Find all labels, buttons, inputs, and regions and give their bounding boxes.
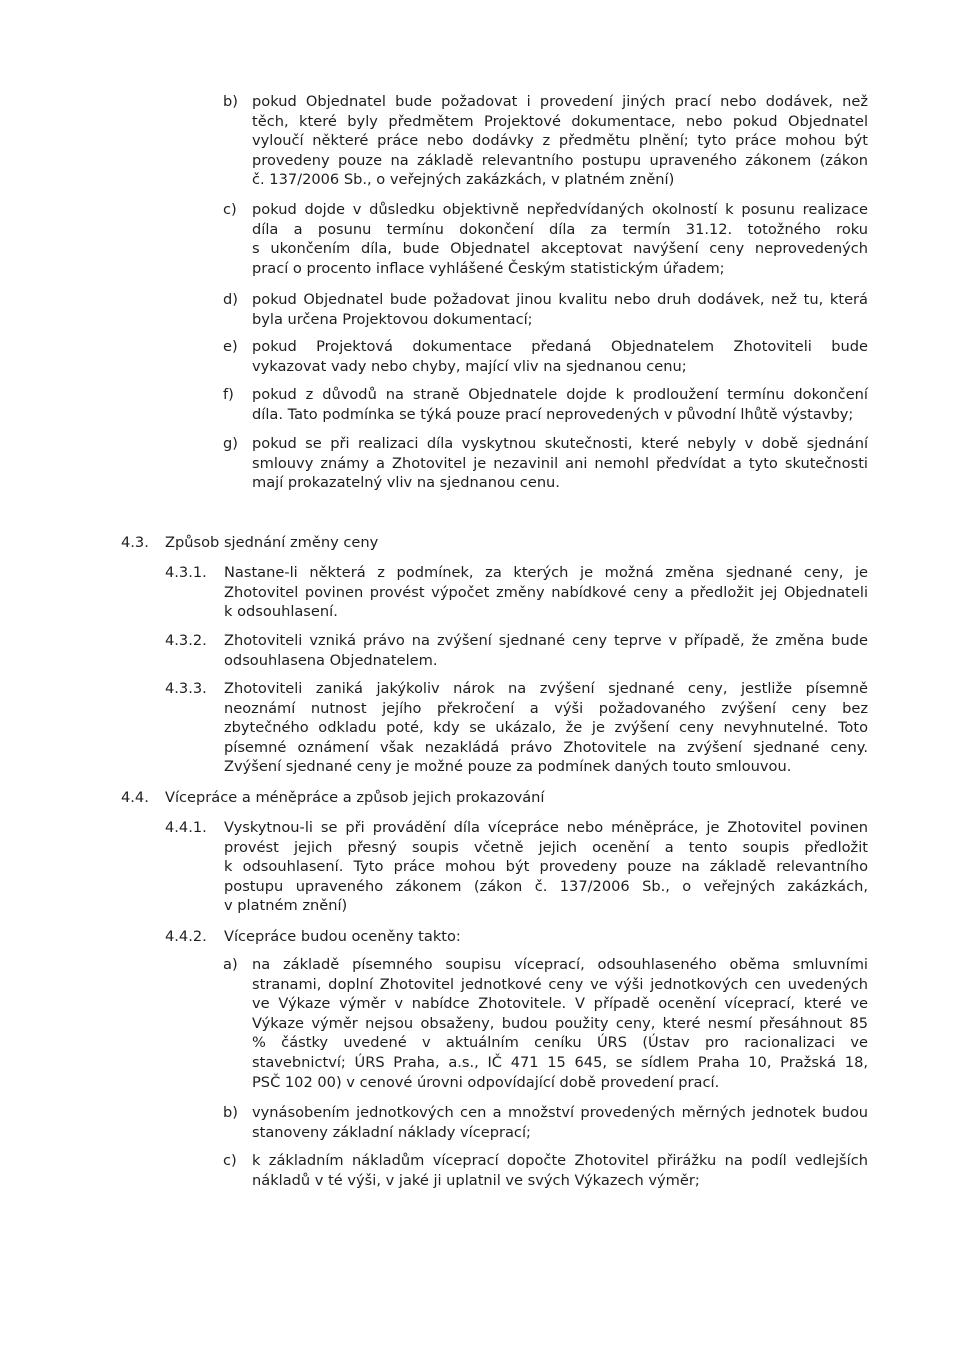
text-line: k odsouhlasení. Tyto práce mohou být provedeny pouze na základě relevantního (224, 858, 868, 876)
section-title: Vícepráce a méněpráce a způsob jejich prokazování (165, 789, 545, 806)
subsection-431 (224, 563, 868, 622)
text-line: PSČ 102 00) v cenové úrovni odpovídající době provedení prací. (252, 1073, 720, 1091)
subsection-432 (224, 631, 868, 670)
list-item-c (252, 200, 868, 278)
text-line: v platném znění) (224, 897, 348, 915)
subsection-433 (224, 679, 868, 777)
text-line: pokud Projektová dokumentace předaná Objednatelem Zhotoviteli bude (252, 338, 868, 355)
section-title: Způsob sjednání změny ceny (165, 534, 379, 551)
text-line: č. 137/2006 Sb., o veřejných zakázkách, v platném znění) (252, 171, 675, 189)
text-line: pokud Objednatel bude požadovat jinou kvalitu nebo druh dodávek, než tu, která (252, 291, 868, 308)
text-line: byla určena Projektovou dokumentací; (252, 310, 533, 328)
text-line: pokud dojde v důsledku objektivně nepředvídaných okolností k posunu realizace (252, 201, 868, 218)
text-line: nákladů v té výši, v jaké ji uplatnil ve svých Výkazech výměr; (252, 1171, 700, 1189)
subsection-number: 4.3.1. (165, 564, 207, 581)
list-item-label: d) (223, 291, 238, 308)
list-item-label: c) (223, 1152, 237, 1169)
text-line: % částky uvedené v aktuálním ceníku ÚRS (Ústav pro racionalizaci ve (252, 1034, 868, 1052)
text-line: stranami, doplní Zhotovitel jednotkové ceny ve výši jednotkových cen uvedených (252, 975, 868, 993)
text-line: Výkaze výměr nejsou obsaženy, budou použity ceny, které nesmí přesáhnout 85 (252, 1014, 868, 1032)
text-line: odsouhlasena Objednatelem. (224, 651, 438, 669)
text-line: vykazovat vady nebo chyby, mající vliv na sjednanou cenu; (252, 357, 687, 375)
section-number: 4.4. (121, 789, 149, 806)
subsection-title: Vícepráce budou oceněny takto: (224, 928, 461, 945)
list-item-label: e) (223, 338, 238, 355)
text-line: provedeny pouze na základě relevantního postupu upraveného zákonem (zákon (252, 151, 868, 169)
text-line: ve Výkaze výměr v nabídce Zhotovitele. V případě ocenění víceprací, které ve (252, 995, 868, 1013)
list-item-label: b) (223, 1104, 238, 1121)
text-line: smlouvy známy a Zhotovitel je nezavinil ani nemohl předvídat a tyto skutečnosti (252, 454, 868, 472)
list-item-e (252, 337, 868, 376)
text-line: stanoveny základní náklady víceprací; (252, 1123, 531, 1141)
text-line: k základním nákladům víceprací dopočte Zhotovitel přirážku na podíl vedlejších (252, 1152, 868, 1169)
text-line: zbytečného odkladu poté, kdy se ukázalo, že je zvýšení ceny nevyhnutelné. Toto (224, 719, 868, 737)
list-item-label: g) (223, 435, 238, 452)
list-item-g (252, 434, 868, 493)
list-item-label: a) (223, 956, 238, 973)
subsection-number: 4.4.1. (165, 819, 207, 836)
list-item-a (252, 955, 868, 1092)
list-item-label: b) (223, 93, 238, 110)
text-line: s ukončením díla, bude Objednatel akceptovat navýšení ceny neprovedených (252, 240, 868, 258)
list-item-d (252, 290, 868, 329)
text-line: písemné oznámení však nezakládá právo Zhotovitele na zvýšení sjednané ceny. (224, 738, 868, 756)
text-line: vyloučí některé práce nebo dodávky z předmětu plnění; tyto práce mohou být (252, 132, 868, 150)
text-line: pokud Objednatel bude požadovat i provedení jiných prací nebo dodávek, než (252, 93, 868, 110)
list-item-f (252, 385, 868, 424)
list-item-label: f) (223, 386, 234, 403)
text-line: Nastane-li některá z podmínek, za kterých je možná změna sjednané ceny, je (224, 564, 868, 581)
text-line: postupu upraveného zákonem (zákon č. 137/2006 Sb., o veřejných zakázkách, (224, 877, 868, 895)
text-line: díla a posunu termínu dokončení díla za termín 31.12. totožného roku (252, 220, 868, 238)
subsection-number: 4.3.2. (165, 632, 207, 649)
text-line: neoznámí nutnost jejího překročení a výši požadovaného zvýšení ceny bez (224, 699, 868, 717)
text-line: mají prokazatelný vliv na sjednanou cenu. (252, 474, 560, 492)
text-line: k odsouhlasení. (224, 603, 338, 621)
subsection-number: 4.4.2. (165, 928, 207, 945)
text-line: pokud se při realizaci díla vyskytnou skutečnosti, které nebyly v době sjednání (252, 435, 868, 452)
subsection-number: 4.3.3. (165, 680, 207, 697)
text-line: stavebnictví; ÚRS Praha, a.s., IČ 471 15 645, se sídlem Praha 10, Pražská 18, (252, 1053, 868, 1071)
text-line: Zhotovitel povinen provést výpočet změny nabídkové ceny a předložit jej Objednateli (224, 583, 868, 601)
text-line: Zhotoviteli vzniká právo na zvýšení sjednané ceny teprve v případě, že změna bude (224, 632, 868, 649)
text-line: pokud z důvodů na straně Objednatele dojde k prodloužení termínu dokončení (252, 386, 868, 403)
text-line: Vyskytnou-li se při provádění díla vícepráce nebo méněpráce, je Zhotovitel povinen (224, 819, 868, 836)
text-line: Zhotoviteli zaniká jakýkoliv nárok na zvýšení sjednané ceny, jestliže písemně (224, 680, 868, 697)
list-item-c2 (252, 1151, 868, 1190)
list-item-label: c) (223, 201, 237, 218)
text-line: těch, které byly předmětem Projektové dokumentace, nebo pokud Objednatel (252, 112, 868, 130)
subsection-441 (224, 818, 868, 916)
list-item-b2 (252, 1103, 868, 1142)
text-line: Zvýšení sjednané ceny je možné pouze za podmínek daných touto smlouvou. (224, 758, 792, 776)
list-item-b (252, 92, 868, 190)
section-number: 4.3. (121, 534, 149, 551)
text-line: prací o procento inflace vyhlášené Českým statistickým úřadem; (252, 259, 725, 277)
text-line: vynásobením jednotkových cen a množství provedených měrných jednotek budou (252, 1104, 868, 1121)
text-line: díla. Tato podmínka se týká pouze prací neprovedených v původní lhůtě výstavby; (252, 405, 854, 423)
text-line: provést jejich přesný soupis včetně jejich ocenění a tento soupis předložit (224, 838, 868, 856)
text-line: na základě písemného soupisu víceprací, odsouhlaseného oběma smluvními (252, 956, 868, 973)
